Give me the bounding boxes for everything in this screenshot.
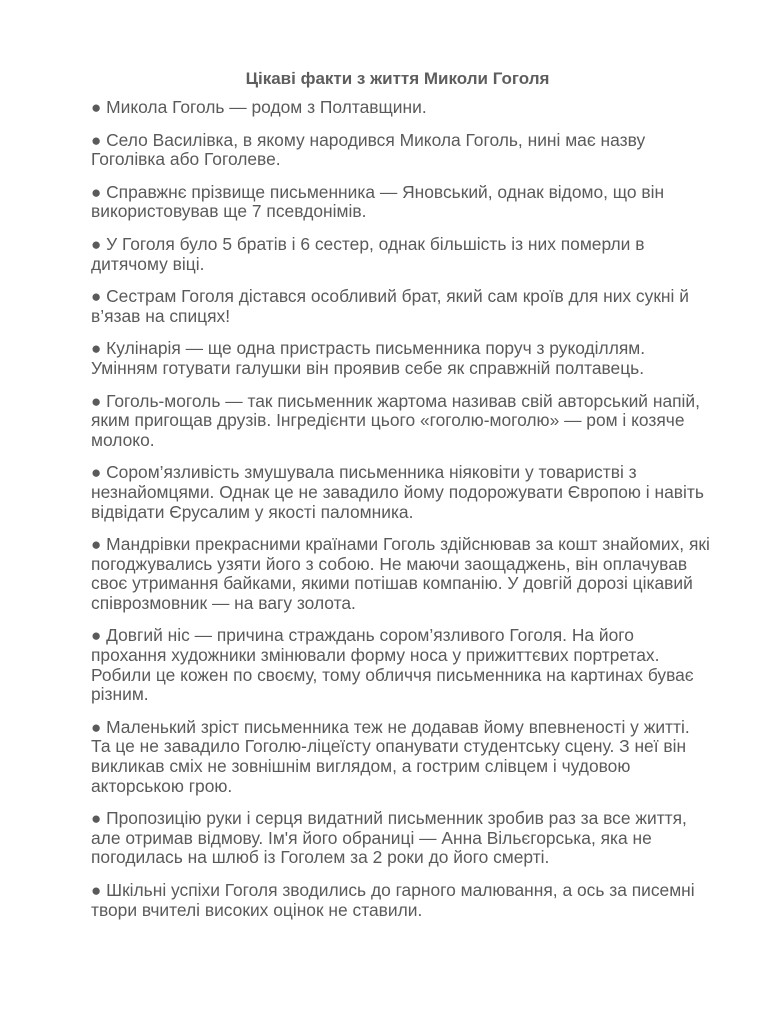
bullet-icon: ● [91, 717, 102, 737]
fact-text: Довгий ніс — причина страждань сором’язливого Гоголя. На його прохання художники змінювали форму носа у прижиттєвих портретах. Робили це кожен по своєму, тому обличчя письменника на картинах буває різним. [91, 625, 694, 705]
fact-item [91, 287, 712, 326]
fact-text: Справжнє прізвище письменника — Яновський, однак відомо, що він використовував ще 7 псевдонімів. [91, 181, 665, 222]
bullet-icon: ● [91, 535, 102, 555]
fact-item [91, 183, 712, 222]
fact-text: Кулінарія — ще одна пристрасть письменника поруч з рукоділлям. Умінням готувати галушки він проявив себе як справжній полтавець. [91, 338, 646, 378]
bullet-icon: ● [91, 463, 102, 483]
fact-item [91, 881, 712, 920]
bullet-icon: ● [91, 881, 102, 900]
bullet-icon: ● [91, 182, 102, 202]
fact-item [91, 535, 712, 613]
fact-text: Мандрівки прекрасними країнами Гоголь здійснював за кошт знайомих, які погоджувались узяти його з собою. Не маючи заощаджень, він оплачував своє утримання байками, якими потішав компанію. У довгій дорозі цікавий співрозмовник — на вагу золота. [91, 534, 710, 613]
fact-text: Шкільні успіхи Гоголя зводились до гарного малювання, а ось за писемні твори вчителі високих оцінок не ставили. [91, 880, 695, 920]
fact-text: Пропозицію руки і серця видатний письменник зробив раз за все життя, але отримав відмову. Ім'я його обраниці — Анна Вільєгорська, яка не погодилась на шлюб із Гоголем за 2 роки до його смерті. [91, 808, 687, 868]
bullet-icon: ● [91, 130, 102, 150]
fact-text: Сестрам Гоголя дістався особливий брат, який сам кроїв для них сукні й в’язав на спицях! [91, 286, 689, 326]
bullet-icon: ● [91, 234, 102, 254]
fact-item [91, 463, 712, 522]
fact-text: Маленький зріст письменника теж не додавав йому впевненості у житті. Та це не завадило Гоголю-ліцеїсту опанувати студентську сцену. З неї він викликав сміх не зовнішнім виглядом, а гострим слівцем і чудовою акторською грою. [91, 716, 690, 796]
document-title: Цікаві факти з життя Миколи Гоголя [245, 69, 550, 88]
fact-text: Микола Гоголь — родом з Полтавщини. [106, 97, 427, 117]
fact-item [91, 98, 712, 118]
fact-text: Село Василівка, в якому народився Микола Гоголь, нині має назву Гоголівка або Гоголеве. [91, 129, 646, 170]
fact-text: Сором’язливість змушувала письменника ніяковіти у товаристві з незнайомцями. Однак це не завадило йому подорожувати Європою і навіть відвідати Єрусалим у якості паломника. [91, 462, 704, 522]
fact-text: У Гоголя було 5 братів і 6 сестер, однак більшість із них померли в дитячому віці. [91, 233, 645, 274]
fact-item [91, 235, 712, 274]
fact-item [91, 718, 712, 796]
bullet-icon: ● [91, 98, 102, 117]
bullet-icon: ● [91, 391, 102, 411]
fact-item [91, 131, 712, 170]
fact-item [91, 339, 712, 378]
bullet-icon: ● [91, 626, 102, 646]
bullet-icon: ● [91, 809, 102, 829]
fact-item [91, 809, 712, 868]
bullet-icon: ● [91, 339, 102, 359]
fact-item [91, 626, 712, 704]
fact-item [91, 392, 712, 451]
bullet-icon: ● [91, 287, 102, 307]
fact-text: Гоголь-моголь — так письменник жартома називав свій авторський напій, яким пригощав друзів. Інгредієнти цього «гоголю-моголю» — ром і козяче молоко. [91, 390, 700, 450]
